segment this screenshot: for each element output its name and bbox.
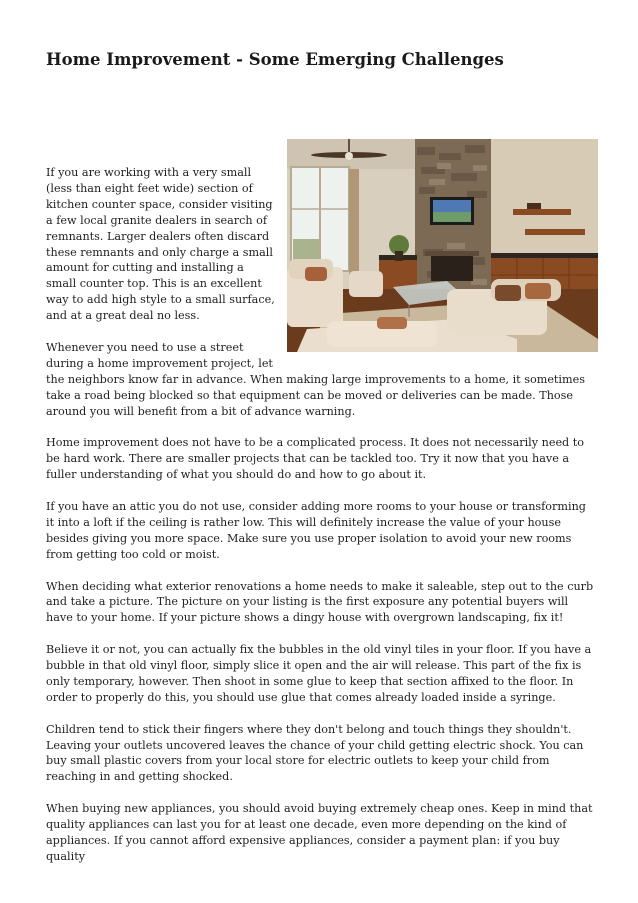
page-title: Home Improvement - Some Emerging Challenges (46, 50, 504, 69)
paragraph: Believe it or not, you can actually fix the bubbles in the old vinyl tiles in your floor. If you have a bubble in that old vinyl floor, simply slice it open and the air will release. This part of the fix is only temporary, however. Then shoot in some glue to keep that section affixed to the floor. In order to properly do this, you should use glue that comes already loaded inside a syringe. (46, 643, 592, 704)
paragraph: If you have an attic you do not use, consider adding more rooms to your house or transforming it into a loft if the ceiling is rather low. This will definitely increase the value of your house besides giving you more space. Make sure you use proper isolation to avoid your new rooms from getting too cold or moist. (46, 499, 586, 561)
living-room-photo (287, 139, 598, 352)
paragraph: When deciding what exterior renovations a home needs to make it saleable, step out to the curb and take a picture. The picture on your listing is the first exposure any potential buyers will have to your home. If your picture shows a dingy house with overgrown landscaping, fix it! (46, 579, 594, 625)
paragraph: Home improvement does not have to be a complicated process. It does not necessarily need to be hard work. There are smaller projects that can be tackled too. Try it now that you have a fuller understanding of what you should do and how to go about it. (46, 436, 585, 482)
article-body (46, 165, 594, 881)
living-room-illustration (287, 139, 598, 352)
paragraph: Children tend to stick their fingers where they don't belong and touch things they shouldn't. Leaving your outlets uncovered leaves the chance of your child getting electric shock. You can buy small plastic covers from your local store for electric outlets to keep your child from reaching in and getting shocked. (46, 722, 584, 784)
paragraph: When buying new appliances, you should avoid buying extremely cheap ones. Keep in mind that quality appliances can last you for at least one decade, even more depending on the kind of appliances. If you cannot afford expensive appliances, consider a payment plan: if you buy quality (46, 802, 593, 863)
paragraph: If you are working with a very small (less than eight feet wide) section of kitchen counter space, consider visiting a few local granite dealers in search of remnants. Larger dealers often discard these remnants and only charge a small amount for cutting and installing a small counter top. This is an excellent way to add high style to a small surface, and at a great deal no less. (46, 166, 275, 323)
paragraph: Whenever you need to use a street during a home improvement project, let the neighbors know far in advance. When making large improvements to a home, it sometimes take a road being blocked so that equipment can be moved or deliveries can be made. Those around you will benefit from a bit of advance warning. (46, 340, 585, 418)
